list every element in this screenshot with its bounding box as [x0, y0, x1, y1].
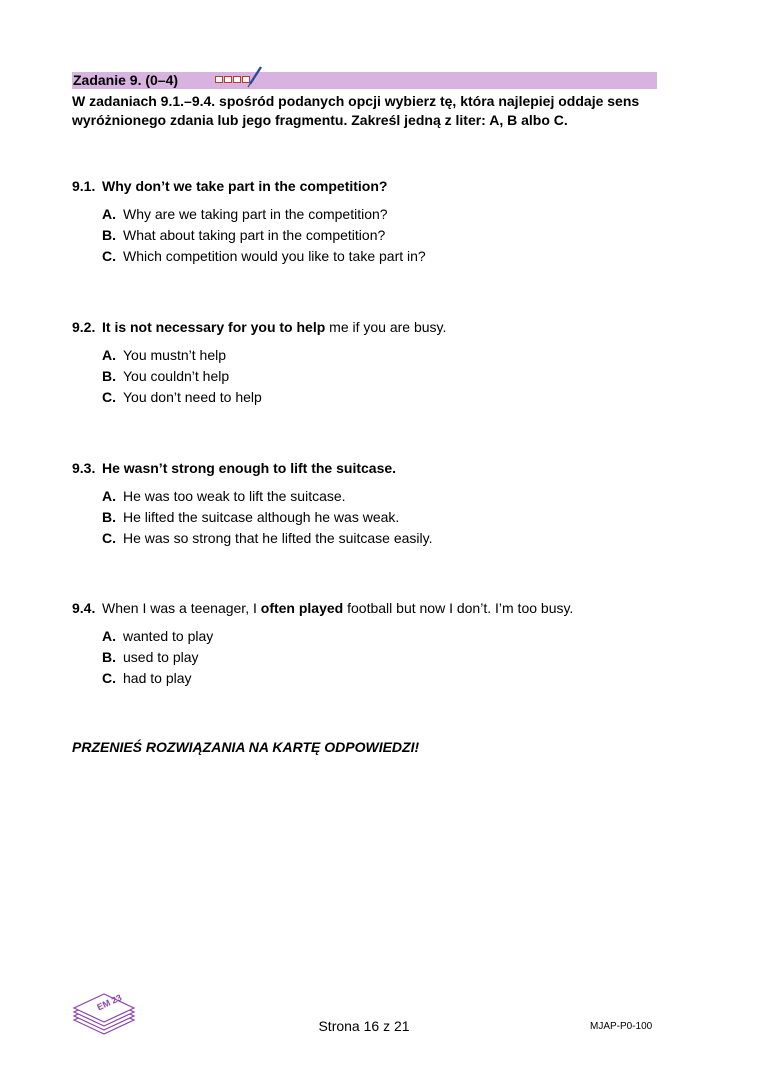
- option-text: He lifted the suitcase although he was weak.: [123, 509, 400, 525]
- question-text-bold: He wasn’t strong enough to lift the suitcase.: [102, 460, 397, 476]
- option-text: wanted to play: [123, 628, 214, 644]
- question-text-bold: It is not necessary for you to help: [102, 319, 326, 335]
- question-number: 9.1.: [72, 178, 96, 194]
- options-9-1: [102, 204, 662, 267]
- question-9-1: [72, 177, 692, 195]
- option-text: He was so strong that he lifted the suitcase easily.: [123, 530, 433, 546]
- option-text: Which competition would you like to take part in?: [123, 248, 426, 264]
- question-9-3: [72, 459, 692, 477]
- option-letter: C.: [102, 530, 116, 546]
- option-text: What about taking part in the competition?: [123, 227, 386, 243]
- option-text: had to play: [123, 670, 192, 686]
- logo-text: EM 23: [95, 992, 124, 1013]
- option-text: He was too weak to lift the suitcase.: [123, 488, 346, 504]
- page-number: Strona 16 z 21: [318, 1018, 410, 1034]
- option-letter: C.: [102, 389, 116, 405]
- question-number: 9.4.: [72, 600, 96, 616]
- option-letter: A.: [102, 628, 116, 644]
- option-a[interactable]: [102, 486, 662, 507]
- document-code: MJAP-P0-100: [590, 1021, 653, 1032]
- option-text: You couldn’t help: [123, 368, 230, 384]
- question-number: 9.3.: [72, 460, 96, 476]
- score-box: [224, 76, 232, 83]
- question-9-2: [72, 318, 692, 336]
- pen-icon: [247, 66, 263, 88]
- score-box: [233, 76, 241, 83]
- option-a[interactable]: [102, 204, 662, 225]
- option-text: Why are we taking part in the competition?: [123, 206, 388, 222]
- option-c[interactable]: [102, 668, 662, 689]
- option-c[interactable]: [102, 387, 662, 408]
- question-9-4: [72, 599, 692, 617]
- question-number: 9.2.: [72, 319, 96, 335]
- option-b[interactable]: [102, 507, 662, 528]
- option-b[interactable]: [102, 647, 662, 668]
- option-text: used to play: [123, 649, 199, 665]
- options-9-2: [102, 345, 662, 408]
- option-letter: A.: [102, 347, 116, 363]
- question-text-bold: Why don’t we take part in the competition?: [102, 178, 388, 194]
- option-letter: C.: [102, 248, 116, 264]
- option-text: You mustn’t help: [123, 347, 226, 363]
- option-letter: B.: [102, 649, 116, 665]
- option-letter: B.: [102, 368, 116, 384]
- option-c[interactable]: [102, 528, 662, 549]
- option-b[interactable]: [102, 366, 662, 387]
- options-9-3: [102, 486, 662, 549]
- closing-instruction: PRZENIEŚ ROZWIĄZANIA NA KARTĘ ODPOWIEDZI!: [72, 739, 420, 755]
- option-c[interactable]: [102, 246, 662, 267]
- option-letter: A.: [102, 206, 116, 222]
- option-text: You don’t need to help: [123, 389, 262, 405]
- option-letter: A.: [102, 488, 116, 504]
- option-a[interactable]: [102, 626, 662, 647]
- score-box: [215, 76, 223, 83]
- question-text: When I was a teenager, I: [102, 600, 261, 616]
- task-title: Zadanie 9. (0–4): [73, 72, 179, 88]
- option-a[interactable]: [102, 345, 662, 366]
- option-letter: C.: [102, 670, 116, 686]
- option-b[interactable]: [102, 225, 662, 246]
- option-letter: B.: [102, 227, 116, 243]
- task-instruction: W zadaniach 9.1.–9.4. spośród podanych opcji wybierz tę, która najlepiej oddaje sens wyróżnionego zdania lub jego fragmentu. Zakreśl jedną z liter: A, B albo C.: [72, 93, 640, 128]
- question-text: me if you are busy.: [325, 319, 447, 335]
- score-boxes-icon: [215, 76, 250, 85]
- options-9-4: [102, 626, 662, 689]
- question-text: football but now I don’t. I’m too busy.: [343, 600, 574, 616]
- question-text-bold: often played: [260, 600, 344, 616]
- option-letter: B.: [102, 509, 116, 525]
